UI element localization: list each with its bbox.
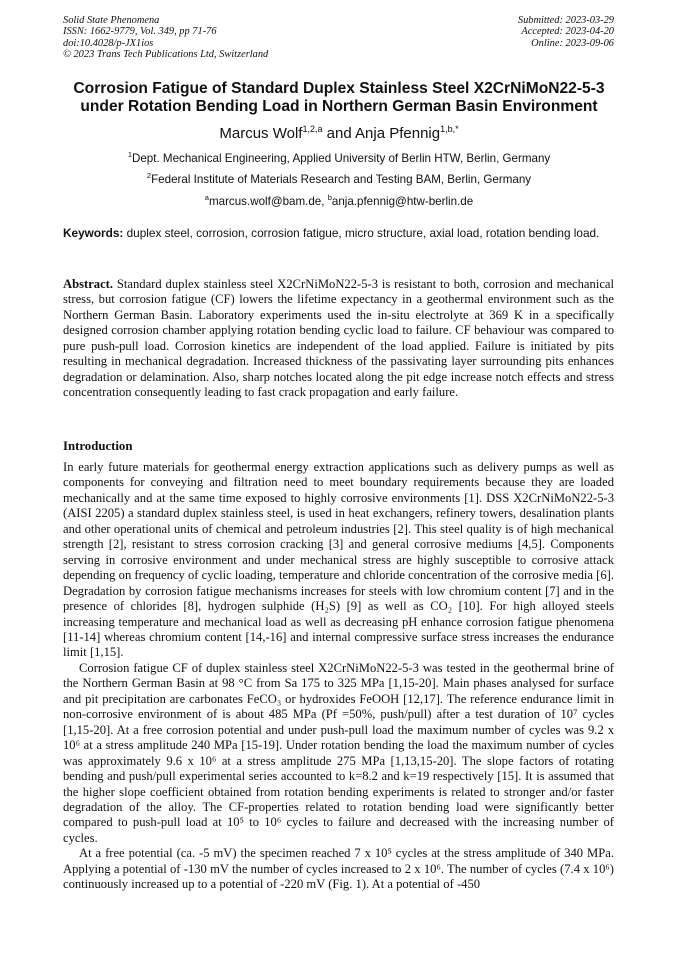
affiliation-text: Dept. Mechanical Engineering, Applied University of Berlin HTW, Berlin, Germany [131, 151, 551, 165]
abstract [63, 277, 614, 401]
affiliation-mark: 1 [127, 150, 132, 159]
paragraph: At a free potential (ca. -5 mV) the specimen reached 7 x 10⁵ cycles at the stress amplitude of 340 MPa. Applying a potential of -130 mV the number of cycles increased to 2 x 10⁶. The number of cycles (7.4 x 10⁶) continuously increased up to a potential of -220 mV (Fig. 1). At a potential of -450 [63, 846, 614, 892]
author-name: Anja Pfennig [355, 125, 441, 142]
abstract-label: Abstract. [63, 277, 114, 291]
paper-title [40, 80, 638, 116]
email-link[interactable]: marcus.wolf@bam.de, [208, 194, 328, 208]
journal-name: Solid State Phenomena [63, 15, 160, 26]
affiliation-mark: 2 [146, 171, 152, 180]
accepted-date: Accepted: 2023-04-20 [521, 26, 614, 38]
introduction-body [63, 460, 614, 893]
section-heading-introduction: Introduction [63, 439, 133, 453]
affiliation-1 [40, 150, 638, 165]
author-emails [40, 193, 638, 208]
submitted-date: Submitted: 2023-03-29 [517, 15, 614, 26]
affiliation-2 [40, 171, 638, 186]
doi: doi:10.4028/p-JX1ios [63, 37, 154, 49]
title-line-1: Corrosion Fatigue of Standard Duplex Stainless Steel X2CrNiMoN22-5-3 [73, 80, 605, 97]
authors [40, 124, 638, 142]
title-line-2: under Rotation Bending Load in Northern German Basin Environment [80, 98, 598, 115]
paragraph: Corrosion fatigue CF of duplex stainless steel X2CrNiMoN22-5-3 was tested in the geothermal brine of the Northern German Basin at 98 °C from Sa 175 to 325 MPa [1,15-20]. Main phases analysed for surface and pit precipitation are carbonates FeCO₃ or hydroxides FeOOH [12,17]. The reference endurance limit in non-corrosive environment of is about 485 MPa (Pf =50%, push/pull) after a test duration of 10⁷ cycles [1,15-20]. At a free corrosion potential and under push-pull load the maximum number of cycles was 9.2 x 10⁶ at a stress amplitude 240 MPa [15-19]. Under rotation bending the load the maximum number of cycles was approximately 9.6 x 10⁶ at a stress amplitude 275 MPa [1,13,15-20]. The slope factors of rotating bending and push/pull experimental series accounted to k=8.2 and k=19 respectively [15]. It is assumed that the higher slope coefficient obtained from rotation bending experiments is related to stronger and/or faster degradation of the alloy. The CF-properties related to rotation bending load were significantly better compared to push-pull load at 10⁵ to 10⁶ cycles to failure and decreased with the increasing number of cycles. [63, 660, 614, 845]
email-link[interactable]: anja.pfennig@htw-berlin.de [331, 194, 474, 208]
keywords [63, 226, 614, 241]
abstract-text: Standard duplex stainless steel X2CrNiMoN22-5-3 is resistant to both, corrosion and mechanical stress, but corrosion fatigue (CF) lowers the lifetime expectancy in a geothermal environment such as the Northern German Basin. Laboratory experiments used the in-situ electrolyte at 369 K in a specifically designed corrosion chamber applying rotation bending cyclic load to failure. CF behaviour was compared to pure push-pull load. Corrosion kinetics are independent of the load applied. Failure is initiated by pits resulting in mechanical degradation. Increased thickness of the passivating layer surrounding pits enhances degradation or delamination. Also, sharp notches located along the pit edge increase notch effects and stress concentration consequently leading to fast crack propagation and early failure. [63, 277, 614, 400]
dates-info [518, 15, 614, 49]
paragraph: In early future materials for geothermal energy extraction applications such as delivery pumps as well as components for conveying and filtration need to meet boundary requirements because they are loaded mechanically and at the same time exposed to highly corrosive environments [1]. DSS X2CrNiMoN22-5-3 (AISI 2205) a standard duplex stainless steel, is used in heat exchangers, refinery towers, desalination plants and other operational units of chemical and petroleum industries [2]. This steel quality is of high mechanical strength [2], resistant to stress corrosion cracking [3] and general corrosive mediums [4,5]. Components serving in corrosive environment and under mechanical stress are highly susceptible to corrosive attack depending on frequency of cyclic loading, temperature and chloride concentration of the corrosive media [6]. Degradation by corrosion fatigue mechanisms increases for steels with low chromium content [7] and in the presence of chlorides [8], hydrogen sulphide (H₂S) [9] as well as CO₂ [10]. For high alloyed steels increasing temperature and mechanical load as well as decreasing pH enhance corrosion fatigue phenomena [11-14] whereas chromium content [14,-16] and internal compressive surface stress increases the endurance limit [1,15]. [63, 460, 614, 660]
email-mark: a [204, 193, 209, 202]
journal-info [63, 15, 268, 60]
author-affiliation-mark: 1,2,a [302, 124, 323, 134]
keywords-text: duplex steel, corrosion, corrosion fatigue, micro structure, axial load, rotation bending load. [123, 226, 600, 240]
copyright: © 2023 Trans Tech Publications Ltd, Switzerland [63, 48, 269, 60]
author-conjunction: and [322, 125, 356, 142]
email-mark: b [327, 193, 332, 202]
author-affiliation-mark: 1,b,* [440, 124, 459, 134]
affiliation-text: Federal Institute of Materials Research and Testing BAM, Berlin, Germany [151, 172, 532, 186]
online-date: Online: 2023-09-06 [531, 37, 614, 49]
keywords-label: Keywords: [63, 226, 124, 240]
author-name: Marcus Wolf [219, 125, 303, 142]
issn: ISSN: 1662-9779, Vol. 349, pp 71-76 [63, 26, 217, 38]
